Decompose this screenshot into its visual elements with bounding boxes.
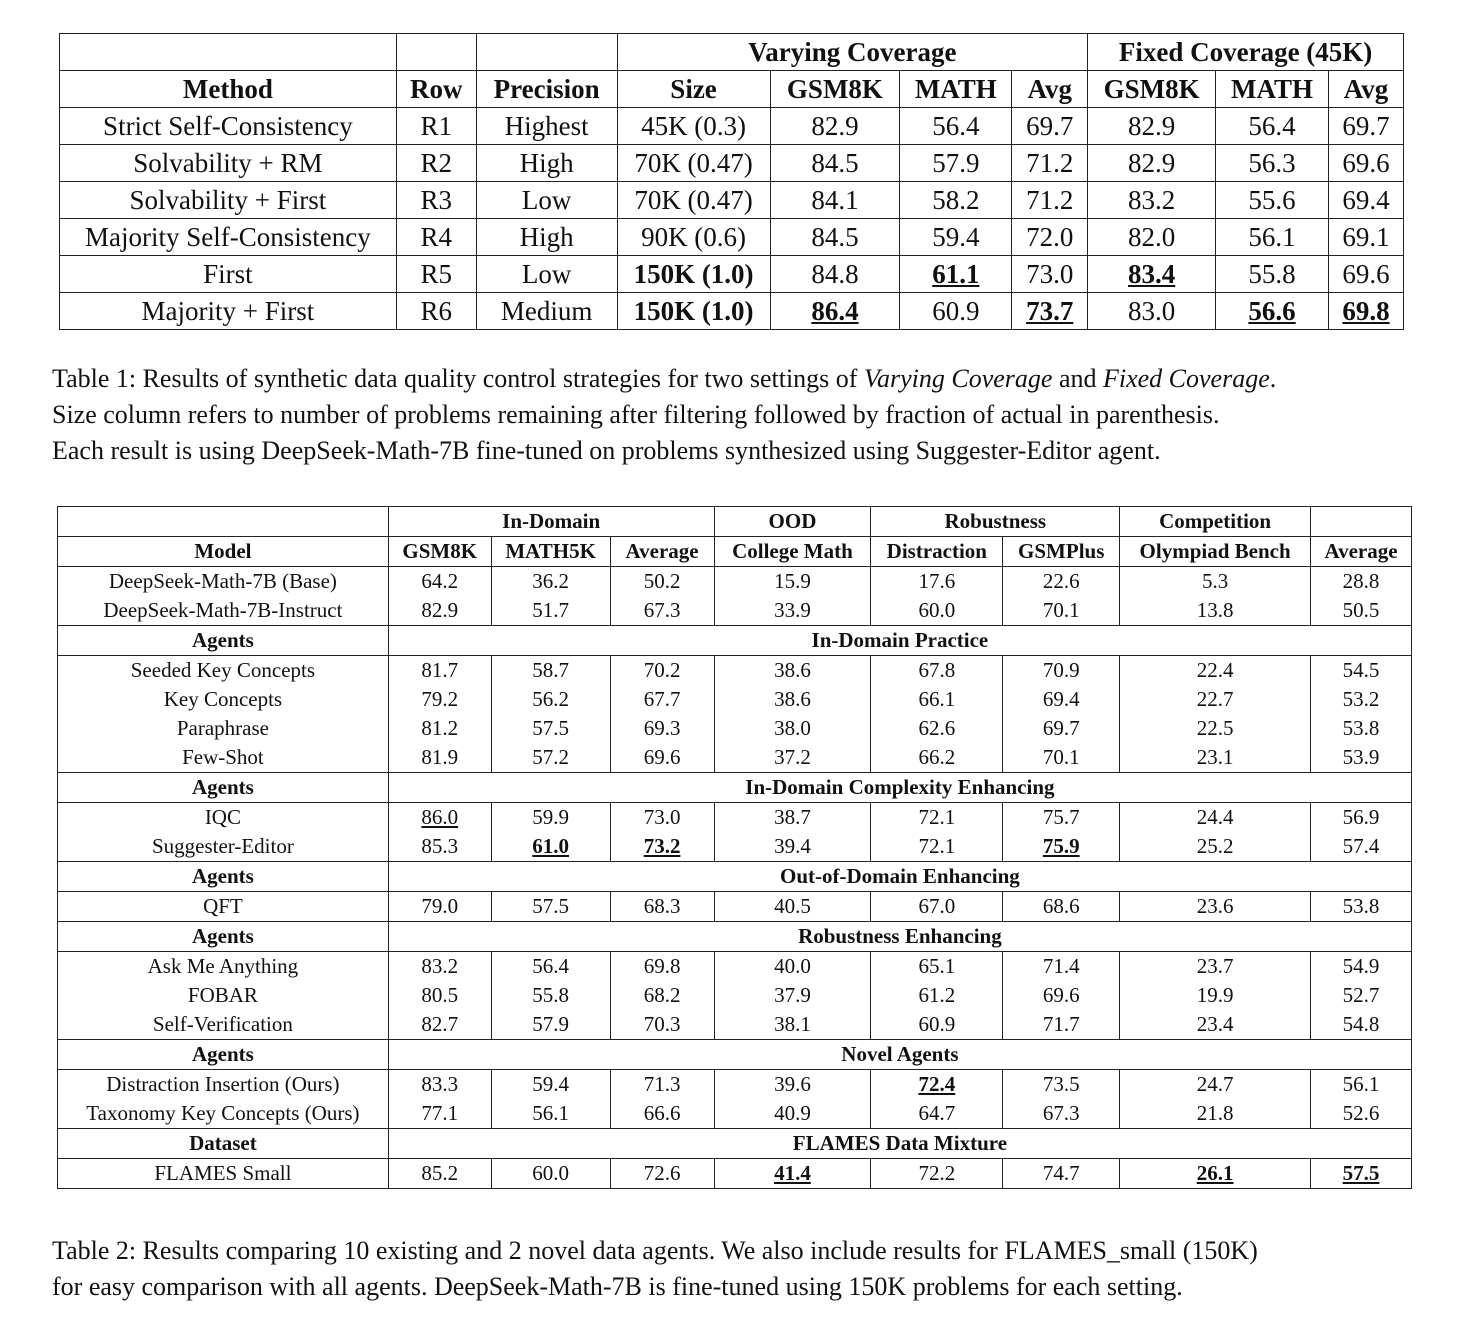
table-cell: 56.1	[491, 1099, 610, 1129]
column-header: Size	[617, 71, 770, 108]
table-cell: 25.2	[1120, 832, 1311, 862]
table-cell: 60.0	[871, 596, 1003, 626]
column-header: Avg	[1329, 71, 1404, 108]
table-cell: 38.7	[714, 803, 871, 833]
table-cell: 77.1	[388, 1099, 491, 1129]
table-cell: 56.4	[1216, 108, 1329, 145]
table-cell: 69.3	[610, 714, 714, 743]
table-row	[58, 892, 1412, 922]
table-cell: 74.7	[1003, 1159, 1120, 1189]
section-label: Agents	[58, 1040, 389, 1070]
table-cell: 38.6	[714, 656, 871, 686]
table-cell: 56.2	[491, 685, 610, 714]
model-cell: Paraphrase	[58, 714, 389, 743]
table-row	[58, 714, 1412, 743]
table-cell: 70.3	[610, 1010, 714, 1040]
group-header-row	[58, 507, 1412, 537]
table-cell: 69.1	[1329, 219, 1404, 256]
table-cell: 13.8	[1120, 596, 1311, 626]
group-header-ood: OOD	[714, 507, 871, 537]
section-label: Agents	[58, 626, 389, 656]
table-cell: 17.6	[871, 567, 1003, 597]
section-label: Agents	[58, 773, 389, 803]
column-header: GSM8K	[388, 537, 491, 567]
model-cell: Few-Shot	[58, 743, 389, 773]
table-cell: 82.9	[1088, 145, 1216, 182]
table-cell: Medium	[476, 293, 617, 330]
table-row	[58, 1159, 1412, 1189]
section-header-row	[58, 773, 1412, 803]
table-cell: 68.6	[1003, 892, 1120, 922]
table-cell: 55.8	[491, 981, 610, 1010]
table-cell: 86.0	[388, 803, 491, 833]
table-row	[60, 145, 1404, 182]
table-row	[58, 952, 1412, 982]
results-table-2	[57, 506, 1412, 1189]
table-cell: 83.3	[388, 1070, 491, 1100]
section-header-row	[58, 922, 1412, 952]
section-title: Out-of-Domain Enhancing	[388, 862, 1411, 892]
column-header: GSM8K	[1088, 71, 1216, 108]
table-cell: 59.9	[491, 803, 610, 833]
table1-body	[60, 108, 1404, 330]
table-cell: 69.6	[1329, 145, 1404, 182]
table-cell: 19.9	[1120, 981, 1311, 1010]
table-cell: 50.2	[610, 567, 714, 597]
table-cell: High	[476, 145, 617, 182]
section-header-row	[58, 1040, 1412, 1070]
table-cell: 53.9	[1311, 743, 1412, 773]
section-label: Dataset	[58, 1129, 389, 1159]
table-row	[58, 803, 1412, 833]
table-cell: 38.0	[714, 714, 871, 743]
table-cell: R2	[396, 145, 476, 182]
table-cell: 82.9	[770, 108, 900, 145]
section-header-row	[58, 626, 1412, 656]
table-row	[58, 1070, 1412, 1100]
table-cell: 23.6	[1120, 892, 1311, 922]
table-cell: R5	[396, 256, 476, 293]
table-cell: 37.9	[714, 981, 871, 1010]
section-label: Agents	[58, 862, 389, 892]
column-header: Average	[610, 537, 714, 567]
table-cell: 54.5	[1311, 656, 1412, 686]
empty-cell	[1311, 507, 1412, 537]
table-cell: 21.8	[1120, 1099, 1311, 1129]
table-row	[58, 1010, 1412, 1040]
model-cell: Ask Me Anything	[58, 952, 389, 982]
table-row	[58, 1099, 1412, 1129]
table-cell: 70.9	[1003, 656, 1120, 686]
group-header-robustness: Robustness	[871, 507, 1120, 537]
table-cell: 23.1	[1120, 743, 1311, 773]
table-cell: 81.2	[388, 714, 491, 743]
caption-text: .	[1269, 364, 1277, 393]
table-cell: 15.9	[714, 567, 871, 597]
empty-cell	[396, 34, 476, 71]
table-cell: R4	[396, 219, 476, 256]
table-cell: R6	[396, 293, 476, 330]
table-row	[58, 656, 1412, 686]
table-cell: 5.3	[1120, 567, 1311, 597]
table-row	[58, 832, 1412, 862]
table-cell: 69.6	[1003, 981, 1120, 1010]
table-cell: 68.3	[610, 892, 714, 922]
column-header: Avg	[1012, 71, 1088, 108]
table-cell: 67.0	[871, 892, 1003, 922]
column-header: Average	[1311, 537, 1412, 567]
table-cell: 72.1	[871, 803, 1003, 833]
table-row	[60, 293, 1404, 330]
section-title: Novel Agents	[388, 1040, 1411, 1070]
table-cell: 60.0	[491, 1159, 610, 1189]
column-header: GSMPlus	[1003, 537, 1120, 567]
table-cell: 66.6	[610, 1099, 714, 1129]
table-cell: 58.2	[900, 182, 1012, 219]
table-cell: 84.5	[770, 145, 900, 182]
caption-text: and	[1052, 364, 1103, 393]
model-cell: Distraction Insertion (Ours)	[58, 1070, 389, 1100]
table-cell: Low	[476, 256, 617, 293]
table-cell: 33.9	[714, 596, 871, 626]
table-cell: 22.5	[1120, 714, 1311, 743]
section-label: Agents	[58, 922, 389, 952]
table1-caption	[52, 361, 1432, 469]
table-cell: 73.7	[1012, 293, 1088, 330]
table-cell: 56.4	[491, 952, 610, 982]
table-cell: 22.4	[1120, 656, 1311, 686]
table-cell: High	[476, 219, 617, 256]
table-cell: 24.7	[1120, 1070, 1311, 1100]
group-header-in-domain: In-Domain	[388, 507, 714, 537]
table-cell: 57.5	[491, 892, 610, 922]
table-cell: 53.8	[1311, 714, 1412, 743]
table-cell: 57.4	[1311, 832, 1412, 862]
column-header: GSM8K	[770, 71, 900, 108]
table-cell: 39.6	[714, 1070, 871, 1100]
table-row	[60, 108, 1404, 145]
empty-cell	[58, 507, 389, 537]
table-cell: 23.7	[1120, 952, 1311, 982]
table-cell: 90K (0.6)	[617, 219, 770, 256]
table2-body	[58, 567, 1412, 1189]
caption-line: Table 2: Results comparing 10 existing and 2 novel data agents. We also include results for FLAMES_small (150K)	[52, 1236, 1258, 1265]
caption-line: for easy comparison with all agents. DeepSeek-Math-7B is fine-tuned using 150K problems for each setting.	[52, 1272, 1183, 1301]
method-cell: First	[60, 256, 397, 293]
table-cell: R3	[396, 182, 476, 219]
table-cell: 70K (0.47)	[617, 182, 770, 219]
table-cell: 26.1	[1120, 1159, 1311, 1189]
table-cell: 52.6	[1311, 1099, 1412, 1129]
table-cell: 82.7	[388, 1010, 491, 1040]
table-cell: 58.7	[491, 656, 610, 686]
table-cell: 61.2	[871, 981, 1003, 1010]
table-cell: 71.7	[1003, 1010, 1120, 1040]
table-cell: 72.6	[610, 1159, 714, 1189]
caption-line: Size column refers to number of problems remaining after filtering followed by fraction of actual in parenthesis.	[52, 400, 1220, 429]
table-cell: 72.4	[871, 1070, 1003, 1100]
table-cell: 28.8	[1311, 567, 1412, 597]
table-cell: 73.5	[1003, 1070, 1120, 1100]
method-cell: Strict Self-Consistency	[60, 108, 397, 145]
column-header-row	[60, 71, 1404, 108]
table-cell: 38.6	[714, 685, 871, 714]
table-cell: 69.7	[1329, 108, 1404, 145]
group-header-row	[60, 34, 1404, 71]
method-cell: Solvability + RM	[60, 145, 397, 182]
caption-emphasis: Fixed Coverage	[1102, 364, 1270, 393]
table-cell: 70.2	[610, 656, 714, 686]
table-cell: 73.2	[610, 832, 714, 862]
results-table-1	[59, 33, 1404, 330]
table-cell: 54.9	[1311, 952, 1412, 982]
table-cell: 56.1	[1311, 1070, 1412, 1100]
table-cell: 65.1	[871, 952, 1003, 982]
model-cell: IQC	[58, 803, 389, 833]
table-cell: 53.8	[1311, 892, 1412, 922]
table-cell: 66.2	[871, 743, 1003, 773]
section-header-row	[58, 1129, 1412, 1159]
table-row	[58, 596, 1412, 626]
table-cell: Highest	[476, 108, 617, 145]
group-header-varying-coverage: Varying Coverage	[617, 34, 1088, 71]
table-cell: 52.7	[1311, 981, 1412, 1010]
table-cell: 69.6	[610, 743, 714, 773]
table-cell: 69.6	[1329, 256, 1404, 293]
table-cell: 36.2	[491, 567, 610, 597]
table-cell: 71.2	[1012, 145, 1088, 182]
table-cell: 57.2	[491, 743, 610, 773]
model-cell: Seeded Key Concepts	[58, 656, 389, 686]
method-cell: Majority + First	[60, 293, 397, 330]
table-cell: 69.7	[1003, 714, 1120, 743]
table-cell: 60.9	[871, 1010, 1003, 1040]
column-header: Olympiad Bench	[1120, 537, 1311, 567]
table-cell: 69.8	[1329, 293, 1404, 330]
model-cell: FLAMES Small	[58, 1159, 389, 1189]
table-cell: 69.7	[1012, 108, 1088, 145]
model-cell: QFT	[58, 892, 389, 922]
table-cell: 83.2	[1088, 182, 1216, 219]
table-cell: 71.3	[610, 1070, 714, 1100]
model-cell: Key Concepts	[58, 685, 389, 714]
table-cell: 57.9	[491, 1010, 610, 1040]
table-cell: 73.0	[1012, 256, 1088, 293]
table-cell: 69.4	[1003, 685, 1120, 714]
table-cell: 55.6	[1216, 182, 1329, 219]
table-cell: 70K (0.47)	[617, 145, 770, 182]
table-cell: 59.4	[491, 1070, 610, 1100]
model-cell: DeepSeek-Math-7B (Base)	[58, 567, 389, 597]
column-header: MATH	[900, 71, 1012, 108]
table-cell: 61.1	[900, 256, 1012, 293]
column-header: MATH	[1216, 71, 1329, 108]
table-cell: 72.1	[871, 832, 1003, 862]
table-cell: 51.7	[491, 596, 610, 626]
table-row	[60, 256, 1404, 293]
table-cell: 56.4	[900, 108, 1012, 145]
table-cell: 82.9	[388, 596, 491, 626]
column-header: Distraction	[871, 537, 1003, 567]
table-cell: 67.3	[1003, 1099, 1120, 1129]
table-cell: 40.0	[714, 952, 871, 982]
table-cell: 68.2	[610, 981, 714, 1010]
table-cell: 83.4	[1088, 256, 1216, 293]
table-cell: 57.5	[1311, 1159, 1412, 1189]
column-header: MATH5K	[491, 537, 610, 567]
table-cell: 85.3	[388, 832, 491, 862]
column-header: Precision	[476, 71, 617, 108]
table-cell: 69.4	[1329, 182, 1404, 219]
table-cell: 62.6	[871, 714, 1003, 743]
model-cell: FOBAR	[58, 981, 389, 1010]
table-cell: 80.5	[388, 981, 491, 1010]
table-cell: 81.9	[388, 743, 491, 773]
group-header-fixed-coverage: Fixed Coverage (45K)	[1088, 34, 1404, 71]
table-cell: 86.4	[770, 293, 900, 330]
table-cell: 84.5	[770, 219, 900, 256]
table-row	[60, 182, 1404, 219]
table-cell: 50.5	[1311, 596, 1412, 626]
method-cell: Majority Self-Consistency	[60, 219, 397, 256]
table-cell: 24.4	[1120, 803, 1311, 833]
table-cell: 57.9	[900, 145, 1012, 182]
table-row	[60, 219, 1404, 256]
caption-emphasis: Varying Coverage	[863, 364, 1053, 393]
table-cell: 41.4	[714, 1159, 871, 1189]
table-cell: 83.2	[388, 952, 491, 982]
table-cell: 57.5	[491, 714, 610, 743]
table-cell: 56.3	[1216, 145, 1329, 182]
table-cell: 150K (1.0)	[617, 256, 770, 293]
table-cell: 64.2	[388, 567, 491, 597]
table-cell: 85.2	[388, 1159, 491, 1189]
table-cell: 69.8	[610, 952, 714, 982]
column-header-row	[58, 537, 1412, 567]
table-cell: 81.7	[388, 656, 491, 686]
table-cell: 39.4	[714, 832, 871, 862]
section-title: In-Domain Practice	[388, 626, 1411, 656]
table-cell: 45K (0.3)	[617, 108, 770, 145]
table-cell: 56.1	[1216, 219, 1329, 256]
table-cell: 53.2	[1311, 685, 1412, 714]
table-cell: 61.0	[491, 832, 610, 862]
group-header-competition: Competition	[1120, 507, 1311, 537]
model-cell: Taxonomy Key Concepts (Ours)	[58, 1099, 389, 1129]
table-cell: 64.7	[871, 1099, 1003, 1129]
table-cell: 37.2	[714, 743, 871, 773]
table-cell: 56.9	[1311, 803, 1412, 833]
table-cell: 54.8	[1311, 1010, 1412, 1040]
table-cell: 72.0	[1012, 219, 1088, 256]
column-header: Method	[60, 71, 397, 108]
caption-line	[52, 361, 1432, 397]
section-header-row	[58, 862, 1412, 892]
section-title: In-Domain Complexity Enhancing	[388, 773, 1411, 803]
section-title: FLAMES Data Mixture	[388, 1129, 1411, 1159]
column-header: College Math	[714, 537, 871, 567]
table-cell: 23.4	[1120, 1010, 1311, 1040]
table-cell: 22.7	[1120, 685, 1311, 714]
table-cell: 70.1	[1003, 596, 1120, 626]
model-cell: Self-Verification	[58, 1010, 389, 1040]
table-cell: 56.6	[1216, 293, 1329, 330]
table-cell: 67.3	[610, 596, 714, 626]
table-cell: 83.0	[1088, 293, 1216, 330]
table-cell: 66.1	[871, 685, 1003, 714]
empty-cell	[476, 34, 617, 71]
table-cell: 71.2	[1012, 182, 1088, 219]
column-header: Row	[396, 71, 476, 108]
table-row	[58, 981, 1412, 1010]
table-cell: 71.4	[1003, 952, 1120, 982]
table-cell: 40.5	[714, 892, 871, 922]
table-cell: 79.2	[388, 685, 491, 714]
table-cell: 67.7	[610, 685, 714, 714]
table-cell: 55.8	[1216, 256, 1329, 293]
table2-caption	[52, 1233, 1432, 1305]
table-cell: 67.8	[871, 656, 1003, 686]
table-cell: 82.9	[1088, 108, 1216, 145]
table-cell: 59.4	[900, 219, 1012, 256]
table-cell: 38.1	[714, 1010, 871, 1040]
table-cell: R1	[396, 108, 476, 145]
table-cell: 84.1	[770, 182, 900, 219]
table-cell: 79.0	[388, 892, 491, 922]
table-cell: 22.6	[1003, 567, 1120, 597]
table-cell: Low	[476, 182, 617, 219]
section-title: Robustness Enhancing	[388, 922, 1411, 952]
caption-line: Each result is using DeepSeek-Math-7B fine-tuned on problems synthesized using Suggester-Editor agent.	[52, 436, 1161, 465]
model-cell: Suggester-Editor	[58, 832, 389, 862]
table-cell: 82.0	[1088, 219, 1216, 256]
table-row	[58, 743, 1412, 773]
table-cell: 150K (1.0)	[617, 293, 770, 330]
table-cell: 84.8	[770, 256, 900, 293]
table-cell: 73.0	[610, 803, 714, 833]
table-row	[58, 567, 1412, 597]
table-cell: 60.9	[900, 293, 1012, 330]
table-row	[58, 685, 1412, 714]
model-cell: DeepSeek-Math-7B-Instruct	[58, 596, 389, 626]
empty-cell	[60, 34, 397, 71]
caption-text: Table 1: Results of synthetic data quality control strategies for two settings of	[52, 364, 864, 393]
table-cell: 75.9	[1003, 832, 1120, 862]
table-cell: 70.1	[1003, 743, 1120, 773]
method-cell: Solvability + First	[60, 182, 397, 219]
table-cell: 75.7	[1003, 803, 1120, 833]
column-header: Model	[58, 537, 389, 567]
table-cell: 40.9	[714, 1099, 871, 1129]
table-cell: 72.2	[871, 1159, 1003, 1189]
